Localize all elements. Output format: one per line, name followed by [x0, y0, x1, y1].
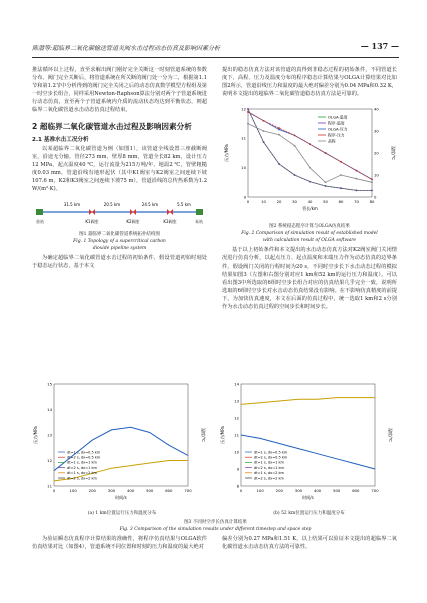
node-label: 末站: [195, 219, 203, 225]
y-axis-label: 压力/MPa: [224, 144, 229, 163]
legend-label: dt=1 s, dx=0.5 km: [67, 450, 101, 455]
length-label: 24.5 km: [141, 202, 159, 208]
y2-axis-label: 温度/℃: [201, 428, 206, 442]
pipeline-topology-diagram: [32, 197, 207, 227]
legend-label: dt=2 s, dx=2 km: [254, 476, 284, 481]
node-label: K2阀室: [126, 219, 140, 225]
legend-label: dt=1 s, dx=1 km: [254, 460, 284, 465]
y-tick-label: 11: [47, 483, 52, 489]
page-number: — 137 —: [360, 41, 399, 51]
legend-label: dt=2 s, dx=2 km: [67, 476, 97, 481]
left-paragraph-3: 为确定超临界二氧化碳管道水击过程的初始条件，假设管道初始时刻处于稳态运行状态，基于本文: [32, 255, 207, 270]
section-2-heading: 2 超临界二氧化碳管道水击过程及影响因素分析: [32, 121, 192, 131]
y-tick-label: 13: [47, 432, 52, 438]
legend-label: 程序-温度: [328, 120, 345, 126]
x-tick-label: 0: [52, 488, 56, 493]
x-tick-label: 600: [165, 488, 173, 493]
y-axis-label: 压力/MPa: [33, 426, 38, 444]
y-tick-label: 14: [234, 381, 239, 387]
x-tick-label: 400: [313, 488, 322, 493]
data-point: [356, 170, 358, 172]
x-tick-label: 100: [256, 488, 264, 493]
x-tick-label: 100: [69, 488, 77, 493]
fig1-caption-en-2: dioxide pipeline system: [92, 246, 147, 252]
fig2-caption-cn: 图2 系统稳态程序计算与OLGA仿真结果: [269, 224, 350, 230]
legend-label: OLGA-温度: [328, 114, 348, 120]
y-tick-label: 8: [236, 483, 239, 489]
y2-axis-label: 温度/℃: [388, 428, 393, 442]
series-line: [248, 124, 372, 183]
running-header: [32, 43, 399, 58]
left-column: [32, 66, 207, 270]
data-point: [278, 128, 280, 130]
x-tick-label: 20: [276, 199, 282, 205]
x-tick-label: 300: [107, 488, 116, 493]
y-tick-label: 14: [47, 406, 52, 412]
legend-label: dt=1 s, dx=2 km: [67, 471, 97, 476]
y2-tick-label: 10: [374, 172, 379, 178]
bottom-left-text: [32, 535, 207, 551]
data-point: [263, 120, 265, 122]
x-tick-label: 10: [261, 199, 266, 205]
data-point: [356, 190, 358, 192]
length-labels: [64, 202, 191, 207]
node-label: 首站: [36, 219, 44, 225]
x-axis-label: 管长/km: [302, 206, 318, 212]
data-point: [356, 178, 358, 180]
data-point: [371, 190, 373, 192]
x-tick-label: 50: [323, 199, 328, 205]
fig3a-chart: [32, 378, 212, 506]
length-label: 31.5 km: [63, 202, 81, 208]
data-point: [309, 167, 311, 169]
fig3b-chart: [219, 378, 399, 506]
x-tick-label: 70: [354, 199, 359, 205]
y-tick-label: 12: [241, 106, 246, 112]
station-end-icon: [196, 209, 203, 215]
fig2-caption-en-1: Fig. 2 Comparison of simulation result of established model: [241, 231, 378, 237]
x-tick-label: 300: [294, 488, 303, 493]
bottom-left-paragraph: 为验证瞬态仿真程序计算结果的准确性，将程序仿真结果与OLGA软件仿真结果对比（如图4），管道系统不同位置和时刻的压力和温度的最大绝对: [32, 536, 207, 551]
data-point: [263, 141, 265, 143]
fig1-caption-cn: 图1 超临界二氧化碳管道系统拓扑结构图: [79, 232, 160, 238]
legend-label: dt=1 s, dx=1 km: [67, 460, 97, 465]
y-tick-label: 9: [236, 466, 239, 472]
data-point: [371, 182, 373, 184]
series-line: [241, 398, 375, 405]
data-point: [340, 174, 342, 176]
data-point: [247, 108, 249, 110]
node-label: K1阀室: [85, 219, 99, 225]
legend-label: dt=2 s, dx=0.5 km: [254, 455, 288, 460]
x-tick-label: 500: [333, 488, 341, 493]
y2-tick-label: 40: [374, 106, 379, 112]
figure-2: [222, 101, 397, 244]
length-label: 20.5 km: [103, 202, 121, 208]
data-point: [294, 135, 296, 137]
y-tick-label: 12: [234, 415, 239, 421]
valve-icon: [167, 209, 173, 215]
data-point: [247, 111, 249, 113]
x-tick-label: 700: [371, 488, 379, 493]
y2-tick-label: 0: [374, 194, 377, 200]
y-tick-label: 15: [47, 381, 52, 387]
right-column: [222, 66, 397, 311]
y-tick-label: 13: [234, 398, 239, 404]
fig3-caption-en: Fig. 3 Comparison of the simulation results under different timestep and space step: [119, 527, 312, 532]
station-start-icon: [36, 209, 43, 215]
y2-axis-label: 温度/℃: [391, 146, 396, 161]
right-paragraph-1: 提出的稳态仿真方法对该管道的真得到非稳态过程的初始条件，不同管道长度下，高程、压力及温度分布的程序稳态计算结果与OLGA计算结果对比如图2所示，管道沿线压力和温度的最大绝对偏差分别为0.04 MPa和0.32 K，说明本文提出的超临界二氧化碳管道稳态仿真方法是可靠的。: [222, 67, 397, 98]
fig3-caption-cn: 图3 不同时空步长仿真计算结果: [184, 520, 247, 525]
legend-label: dt=1 s, dx=2 km: [254, 471, 284, 476]
left-paragraph-2: 以某超临界二氧化碳管道为例（如图1），该管道全线设置三座截断阀室，沿途无分输，管径273 mm，壁厚8 mm，管道全长82 km，设计压力12 MPa，起点温度40 ℃，运行流量为215万吨/年，地温2 ℃，管壁粗糙度0.03 mm，管道沿线有地形起伏（其中K1阀室与K2阀室之间连续下坡107.6 m，K2和K3阀室之间连续下坡75 m），管道沿线的总传热系数为1.2 W/(m²·K)。: [32, 145, 207, 193]
bottom-right-text: [222, 535, 397, 551]
fig1-caption-en-1: Fig. 1 Topology of a supercritical carbon: [73, 239, 166, 245]
x-tick-label: 0: [246, 199, 250, 205]
y-tick-label: 11: [241, 136, 246, 142]
x-axis-label: 时间/s: [302, 495, 314, 500]
valve-icon: [89, 209, 95, 215]
y-tick-label: 11: [234, 432, 239, 438]
legend-label: OLGA-压力: [328, 126, 348, 132]
header-title: 陈潜等:超临界二氧化碳输送管道关阀水击过程动态仿真及影响因素分析: [32, 45, 221, 52]
x-tick-label: 400: [126, 488, 135, 493]
y-tick-label: 12: [47, 457, 52, 463]
data-point: [309, 181, 311, 183]
y-tick-label: 10: [234, 449, 239, 455]
data-point: [294, 145, 296, 147]
data-point: [278, 134, 280, 136]
x-tick-label: 200: [275, 488, 283, 493]
right-paragraph-2: 基于以上初始条件和本文提出的水击动态仿真方法对K2阀室阀门关闭情况进行仿真分析，以起点压力、起点温度和末端压力作为动态仿真的边界条件，假设阀门关闭的行程时间为20 s，不同时空步长下水击动态过程的模拟结果如图3（左图和右图分别对应1 km和52 km的运行压力和温度）。可以看出图3中所选取的6组时空步长组合对应的仿真结果几乎完全一致，说明所选取的6组时空步长对水击动态仿真结果没有影响。在不影响仿真精度的前提下，为加快仿真速度，本文在后面的仿真过程中，统一选取1 km和2 s分别作为水击动态仿真过程的空间步长和时间步长。: [222, 247, 397, 311]
y-tick-label: 9: [243, 194, 246, 200]
data-point: [263, 130, 265, 132]
legend-label: 程序-压力: [328, 132, 345, 138]
data-point: [247, 123, 249, 125]
fig3a-subcaption: (a) 1 km位置运行压力和温度分布: [87, 511, 157, 516]
data-point: [371, 179, 373, 181]
figure-3: [32, 378, 399, 534]
data-point: [340, 188, 342, 190]
x-tick-label: 80: [369, 199, 375, 205]
y-tick-label: 10: [241, 165, 246, 171]
valve-icon: [130, 209, 136, 215]
node-label: K3阀室: [163, 219, 177, 225]
fig3b-subcaption: (b) 52 km位置运行压力和温度分布: [273, 511, 345, 516]
y2-tick-label: 20: [374, 150, 379, 156]
data-point: [278, 163, 280, 165]
length-label: 5.5 km: [177, 202, 191, 208]
bottom-right-paragraph: 偏差分别为0.27 MPa和1.51 K，以上结果可以验证本文提出的超临界二氧化碳管道水击动态仿真方法的可靠性。: [222, 536, 397, 551]
data-point: [325, 152, 327, 154]
data-point: [294, 174, 296, 176]
data-point: [340, 161, 342, 163]
x-tick-label: 200: [88, 488, 96, 493]
figure-1: [32, 197, 207, 252]
legend-label: dt=1 s, dx=0.5 km: [254, 450, 288, 455]
y2-tick-label: 30: [374, 128, 379, 134]
fig2-caption-en-2: with calculation result of OLGA software: [262, 238, 357, 244]
legend-label: dt=2 s, dx=1 km: [67, 465, 97, 470]
legend-label: dt=2 s, dx=1 km: [254, 465, 284, 470]
x-tick-label: 40: [307, 199, 313, 205]
legend-label: 高程: [328, 138, 336, 144]
x-axis-label: 时间/s: [115, 495, 127, 500]
x-tick-label: 0: [239, 488, 243, 493]
y-axis-label: 压力/MPa: [220, 426, 225, 444]
series-line: [248, 112, 372, 179]
left-paragraph-1: 推法循环以上过程，直至求解出阀门刚好完全关断这一时刻管道系统的参数分布，阀门完全关断后，将管道系统在所关断的阀门处一分为二，根据第1.1节和第1.2节中分析得到的阀门完全关闭之后的动态仿真数学模型方程组及第一时空步长组合，同样采用Newton-Raphson算法分别对两个子管道系统进行动态仿真，直至两个子管道系统内介质的流动状态均达到平衡状态，则超临界二氧化碳管道水击动态仿真过程结束。: [32, 67, 207, 114]
data-point: [325, 185, 327, 187]
x-tick-label: 500: [146, 488, 154, 493]
data-point: [309, 144, 311, 146]
x-tick-label: 600: [352, 488, 360, 493]
x-tick-label: 30: [292, 199, 297, 205]
x-tick-label: 60: [338, 199, 344, 205]
legend-label: dt=2 s, dx=0.5 km: [67, 455, 101, 460]
section-2-1-heading: 2.1 基准水击工况分析: [32, 136, 89, 143]
data-point: [325, 182, 327, 184]
fig2-chart: [222, 101, 397, 219]
x-tick-label: 700: [184, 488, 192, 493]
